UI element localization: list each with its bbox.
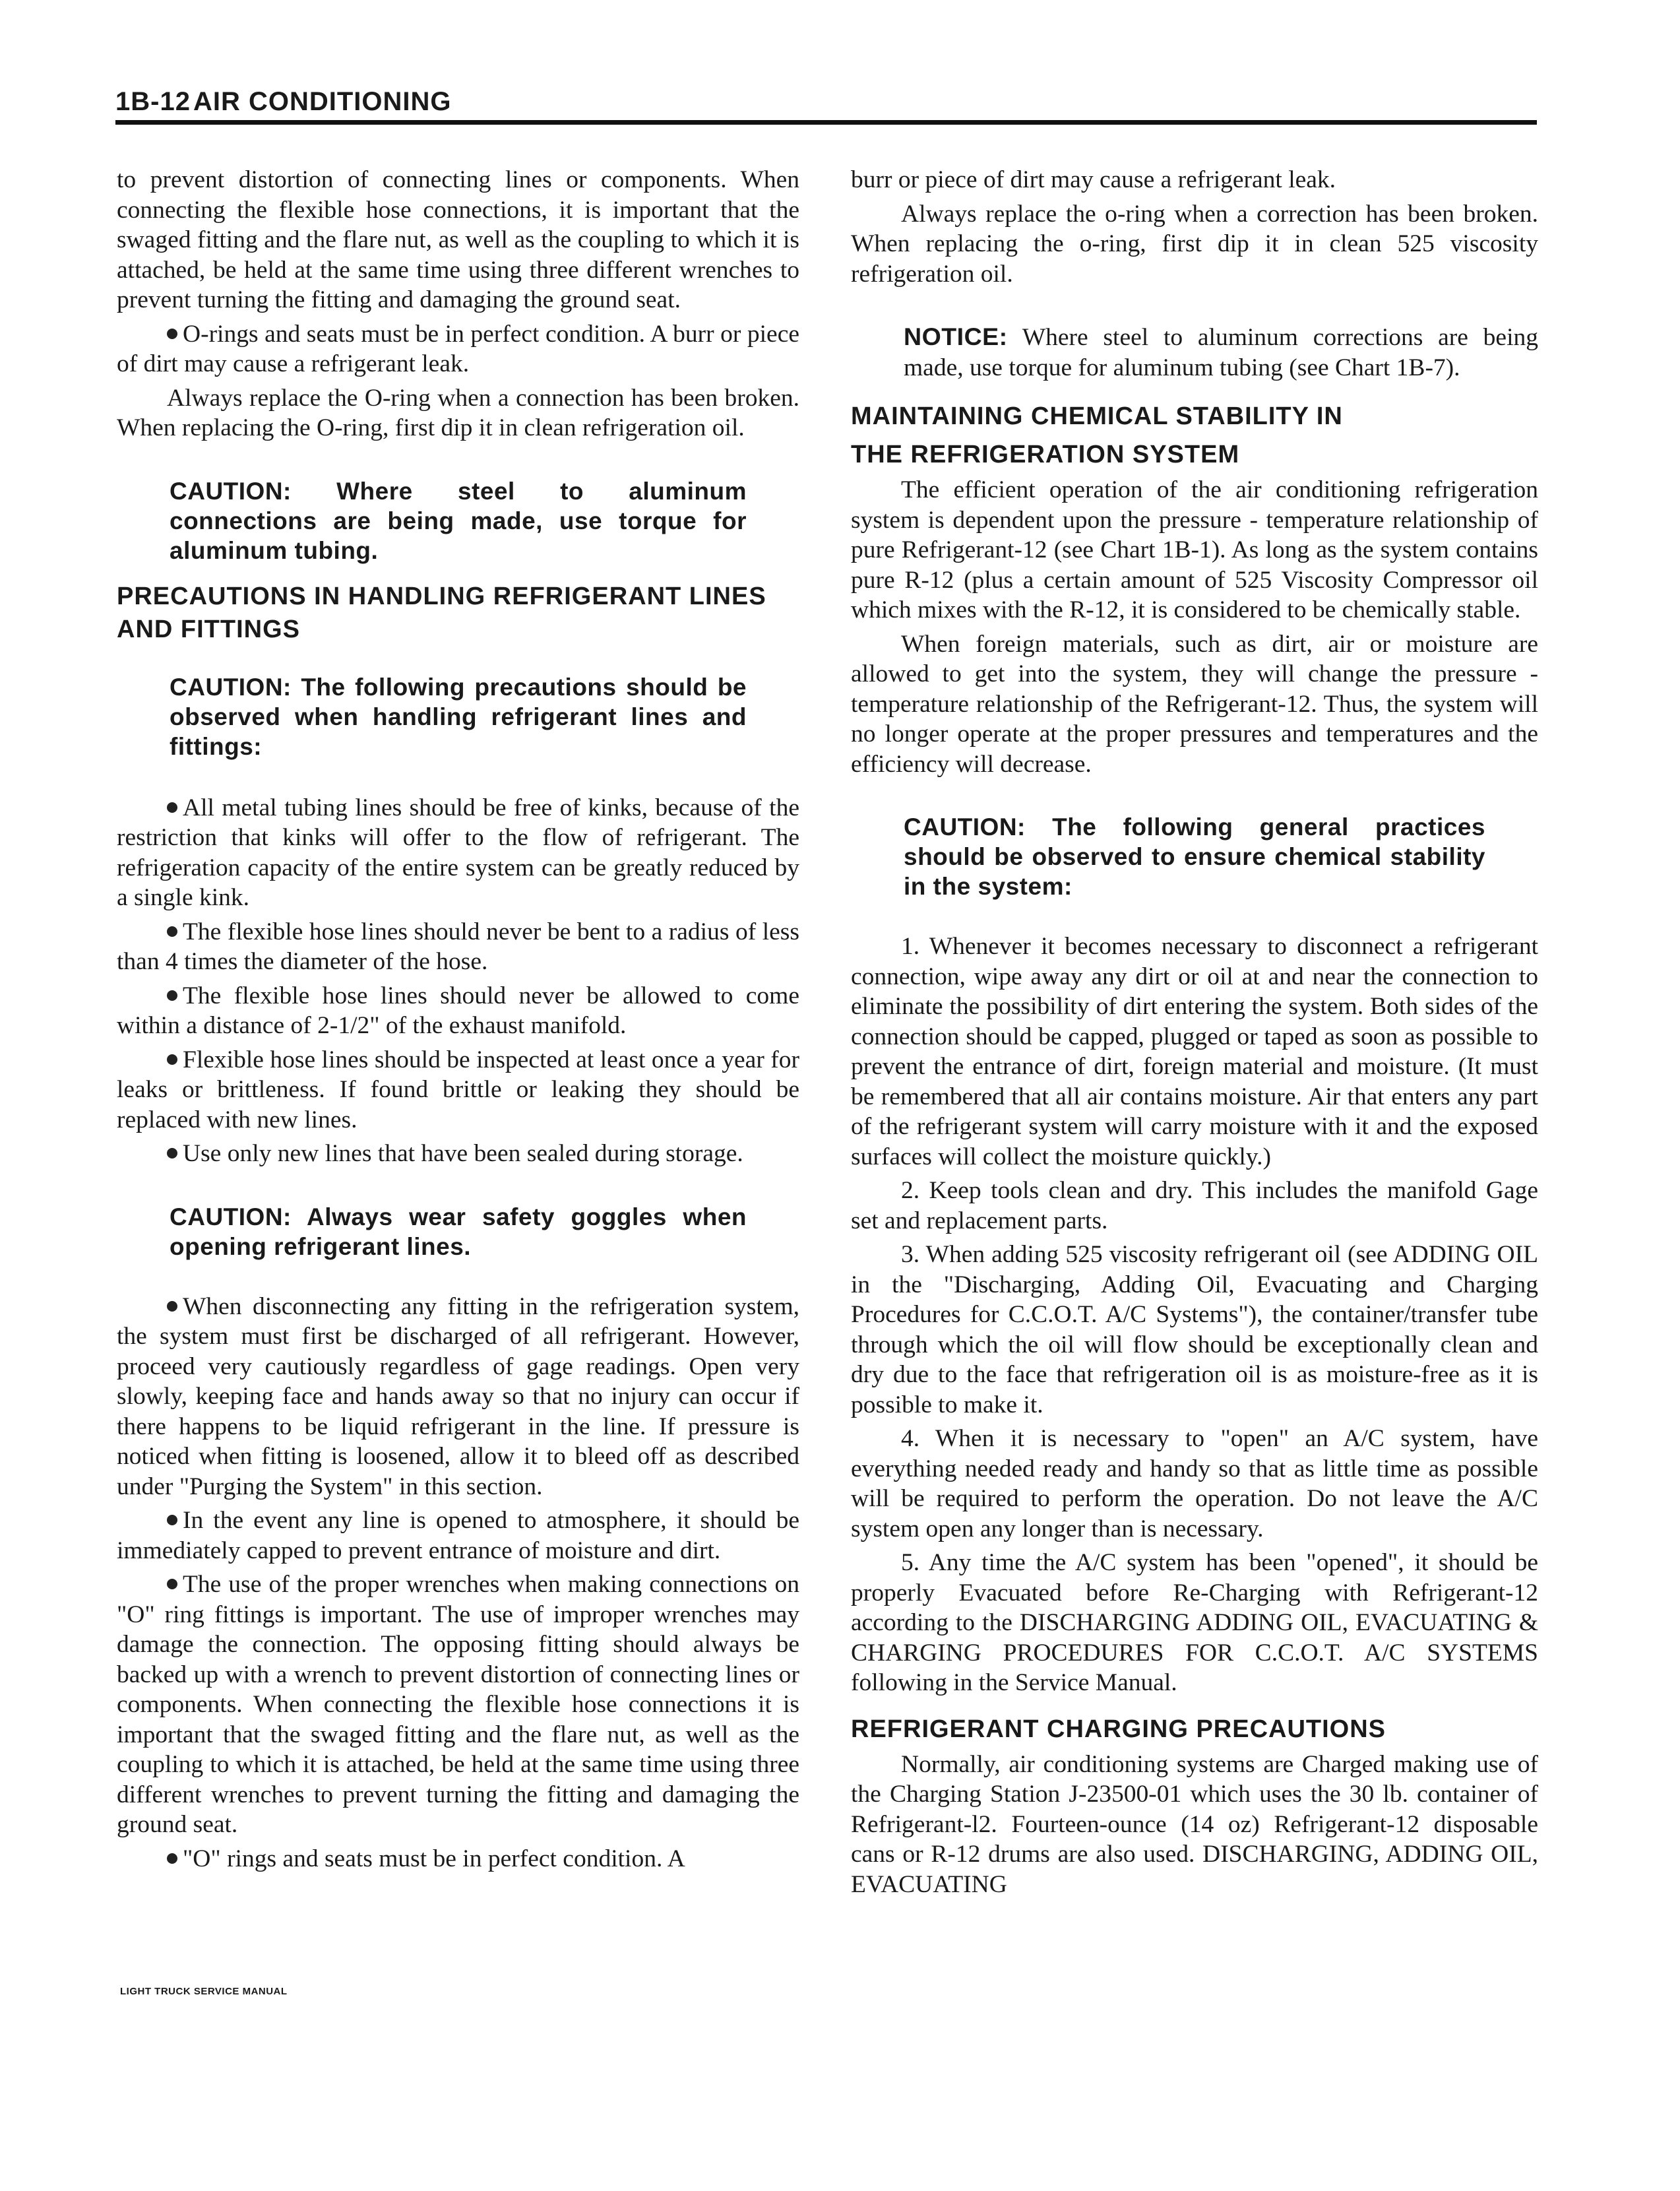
bullet-icon <box>167 990 177 1001</box>
header-rule <box>115 120 1537 125</box>
caution-box: CAUTION: The following general practices should be observed to ensure chemical stability in the system: <box>904 813 1485 900</box>
bullet-paragraph: All metal tubing lines should be free of kinks, because of the restriction that kinks will offer to the flow of refrigerant. The refrigeration capacity of the entire system can be greatly reduced by a single kink. <box>117 794 799 911</box>
caution-box: CAUTION: Always wear safety goggles when opening refrigerant lines. <box>170 1203 747 1260</box>
paragraph: burr or piece of dirt may cause a refrigerant leak. <box>851 166 1336 193</box>
page-number: 1B-12 <box>115 87 191 116</box>
bullet-icon <box>167 1853 177 1864</box>
bullet-icon <box>167 1054 177 1065</box>
caution-box: CAUTION: The following precautions should be observed when handling refrigerant lines and fittings: <box>170 673 747 760</box>
bullet-paragraph: Use only new lines that have been sealed during storage. <box>117 1139 799 1169</box>
right-column <box>851 165 1538 1903</box>
paragraph: The efficient operation of the air conditioning refrigeration system is dependent upon the pressure - temperature relationship of pure Refrigerant-12 (see Chart 1B-1). As long as the system contains pure R-12 (plus a certain amount of 525 Viscosity Compressor oil which mixes with the R-12, it is considered to be chemically stable. <box>851 476 1538 623</box>
section-title: AIR CONDITIONING <box>193 87 452 116</box>
bullet-icon <box>167 1148 177 1159</box>
section-heading: MAINTAINING CHEMICAL STABILITY IN <box>851 402 1343 430</box>
bullet-paragraph: The flexible hose lines should never be allowed to come within a distance of 2-1/2" of the exhaust manifold. <box>117 982 799 1039</box>
section-heading: REFRIGERANT CHARGING PRECAUTIONS <box>851 1715 1386 1743</box>
paragraph: Always replace the O-ring when a connection has been broken. When replacing the O-ring, first dip it in clean refrigeration oil. <box>117 384 799 441</box>
notice-box: NOTICE: Where steel to aluminum corrections are being made, use torque for aluminum tubing (see Chart 1B-7). <box>904 323 1538 381</box>
bullet-paragraph: O-rings and seats must be in perfect condition. A burr or piece of dirt may cause a refrigerant leak. <box>117 320 799 377</box>
page-header <box>115 87 1537 117</box>
numbered-item: 3. When adding 525 viscosity refrigerant oil (see ADDING OIL in the "Discharging, Adding Oil, Evacuating and Charging Procedures for C.C.O.T. A/C Systems"), the container/transfer tube through which the oil will flow should be exceptionally clean and dry due to the face that refrigeration oil is as moisture-free as it is possible to make it. <box>851 1241 1538 1418</box>
paragraph: to prevent distortion of connecting lines or components. When connecting the flexible hose connections, it is important that the swaged fitting and the flare nut, as well as the coupling to which it is attached, be held at the same time using three different wrenches to prevent turning the fitting and damaging the ground seat. <box>117 166 799 313</box>
numbered-item: 5. Any time the A/C system has been "opened", it should be properly Evacuated before Re-Charging with Refrigerant-12 according to the DISCHARGING ADDING OIL, EVACUATING & CHARGING PROCEDURES FOR C.C.O.T. A/C SYSTEMS following in the Service Manual. <box>851 1549 1538 1696</box>
bullet-paragraph: Flexible hose lines should be inspected at least once a year for leaks or brittleness. If found brittle or leaking they should be replaced with new lines. <box>117 1046 799 1133</box>
bullet-paragraph: "O" rings and seats must be in perfect condition. A <box>117 1844 799 1874</box>
footer-text: LIGHT TRUCK SERVICE MANUAL <box>120 1986 288 1997</box>
notice-label: NOTICE: <box>904 323 1008 350</box>
bullet-icon <box>167 802 177 813</box>
paragraph: When foreign materials, such as dirt, air or moisture are allowed to get into the system, they will change the pressure - temperature relationship of the Refrigerant-12. Thus, the system will no longer operate at the proper pressures and temperatures and the efficiency will decrease. <box>851 630 1538 778</box>
section-heading: PRECAUTIONS IN HANDLING REFRIGERANT LINES AND FITTINGS <box>117 582 766 643</box>
bullet-paragraph: The use of the proper wrenches when making connections on "O" ring fittings is important. The use of improper wrenches may damage the connection. The opposing fitting should always be backed up with a wrench to prevent distortion of connecting lines or components. When connecting the flexible hose connections it is important that the swaged fitting and the flare nut, as well as the coupling to which it is attached, be held at the same time using three different wrenches to prevent turning the fitting and damaging the ground seat. <box>117 1571 799 1838</box>
bullet-icon <box>167 1515 177 1525</box>
bullet-icon <box>167 1579 177 1589</box>
bullet-paragraph: When disconnecting any fitting in the refrigeration system, the system must first be discharged of all refrigerant. However, proceed very cautiously regardless of gage readings. Open very slowly, keeping face and hands away so that no injury can occur if there happens to be liquid refrigerant in the line. If pressure is noticed when fitting is loosened, allow it to bleed off as described under "Purging the System" in this section. <box>117 1292 799 1500</box>
bullet-paragraph: The flexible hose lines should never be bent to a radius of less than 4 times the diameter of the hose. <box>117 918 799 975</box>
paragraph: Normally, air conditioning systems are Charged making use of the Charging Station J-23500-01 which uses the 30 lb. container of Refrigerant-l2. Fourteen-ounce (14 oz) Refrigerant-12 disposable cans or R-12 drums are also used. DISCHARGING, ADDING OIL, EVACUATING <box>851 1750 1538 1898</box>
bullet-paragraph: In the event any line is opened to atmosphere, it should be immediately capped to prevent entrance of moisture and dirt. <box>117 1507 799 1564</box>
left-column <box>117 165 799 1878</box>
caution-box: CAUTION: Where steel to aluminum connections are being made, use torque for aluminum tubing. <box>170 477 747 564</box>
numbered-item: 2. Keep tools clean and dry. This includes the manifold Gage set and replacement parts. <box>851 1177 1538 1234</box>
bullet-icon <box>167 926 177 937</box>
bullet-icon <box>167 329 177 339</box>
bullet-icon <box>167 1301 177 1312</box>
section-heading: THE REFRIGERATION SYSTEM <box>851 441 1240 468</box>
paragraph: Always replace the o-ring when a correction has been broken. When replacing the o-ring, first dip it in clean 525 viscosity refrigeration oil. <box>851 200 1538 288</box>
numbered-item: 1. Whenever it becomes necessary to disconnect a refrigerant connection, wipe away any dirt or oil at and near the connection to eliminate the possibility of dirt entering the system. Both sides of the connection should be capped, plugged or taped as soon as possible to prevent the entrance of dirt, foreign material and moisture. (It must be remembered that all air contains moisture. Air that enters any part of the refrigerant system will carry moisture with it and the exposed surfaces will collect the moisture quickly.) <box>851 933 1538 1170</box>
numbered-item: 4. When it is necessary to "open" an A/C system, have everything needed ready and handy so that as little time as possible will be required to perform the operation. Do not leave the A/C system open any longer than is necessary. <box>851 1425 1538 1542</box>
